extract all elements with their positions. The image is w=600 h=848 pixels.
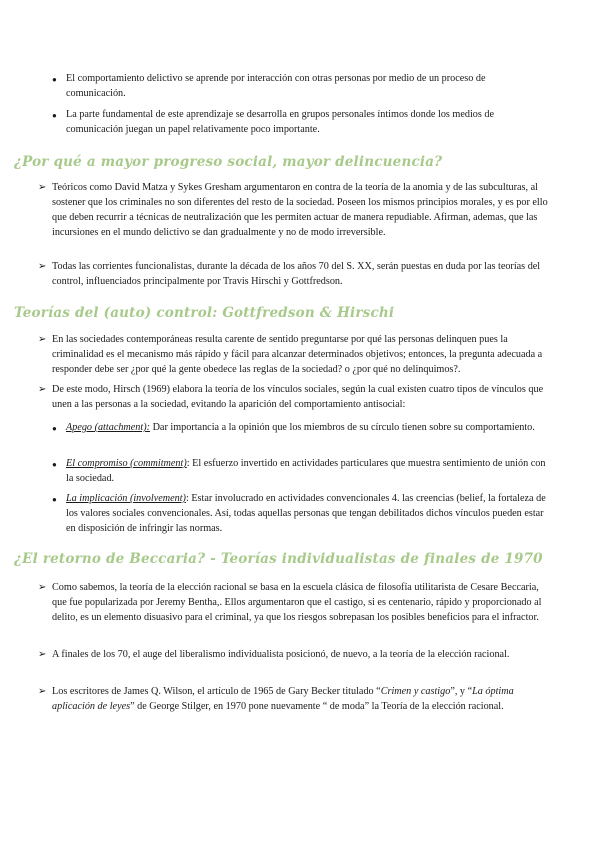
section-heading-autocontrol: Teorías del (auto) control: Gottfredson & Hirschi: [14, 305, 395, 321]
section1-item-2: Todas las corrientes funcionalistas, durante la década de los años 70 del S. XX, serán puestas en duda por las teorías del control, influenciados principalmente por Travis Hirschi y Gottfredson.: [52, 261, 541, 287]
section1-item-1: Teóricos como David Matza y Sykes Gresham argumentaron en contra de la teoría de la anomia y de las subculturas, al sostener que los criminales no son diferentes del resto de la sociedad. Poseen los mismos principios morales, y es por ello que deben recurrir a técnicas de neutralización que les permiten actuar de manera repudiable. Afirman, ademas, que las incursiones en el mundo delictivo se dan gradualmente y no de modo irreversible.: [52, 182, 548, 238]
arrow-bullet-icon: ➢: [38, 582, 47, 593]
section3-item-2: A finales de los 70, el auge del liberalismo individualista posicionó, de nuevo, a la teoría de la elección racional.: [52, 649, 510, 660]
term-implicacion: La implicación (involvement): [66, 493, 186, 504]
arrow-bullet-icon: ➢: [38, 334, 47, 345]
arrow-bullet-icon: ➢: [38, 384, 47, 395]
arrow-bullet-icon: ➢: [38, 686, 47, 697]
arrow-bullet-icon: ➢: [38, 261, 47, 272]
bullet-dot-icon: ●: [52, 495, 57, 504]
section3-item-3: Los escritores de James Q. Wilson, el artículo de 1965 de Gary Becker titulado “Crimen y castigo”, y “La óptima aplicación de leyes” de George Stilger, en 1970 pone nuevamente “ de moda” la Teoría de la elección racional.: [52, 686, 514, 712]
section2-item-1: En las sociedades contemporáneas resulta carente de sentido preguntarse por qué las personas delinquen pues la criminalidad es el mecanismo más rápido y fácil para alcanzar determinados objetivos; entonces, la pregunta adecuada a responder debe ser ¿por qué la gente obedece las reglas de la sociedad? o ¿por qué no delinquimos?.: [52, 334, 543, 375]
vinculo-apego: Apego (attachment): Dar importancia a la opinión que los miembros de su círculo tienen sobre su comportamiento.: [66, 422, 535, 433]
bullet-dot-icon: ●: [52, 424, 57, 433]
vinculo-compromiso: El compromiso (commitment): El esfuerzo invertido en actividades particulares que muestra sentimiento de unión con la sociedad.: [66, 458, 546, 484]
bullet-dot-icon: ●: [52, 111, 57, 120]
section2-item-2: De este modo, Hirsch (1969) elabora la teoría de los vínculos sociales, según la cual existen cuatro tipos de vínculos que unen a las personas a la sociedad, evitando la aparición del comportamiento antisocial:: [52, 384, 544, 410]
section3-item-1: Como sabemos, la teoría de la elección racional se basa en la escuela clásica de filosofía utilitarista de Cesare Beccaria, que fue popularizada por Jeremy Bentha,. Ellos argumentaron que el castigo, si es centenario, rápido y proporcionado al delito, es un elemento disuasivo para el criminal, ya que los riesgos sobrepasan los posibles beneficios para el infractor.: [52, 582, 542, 623]
title-crimen-y-castigo: Crimen y castigo: [380, 686, 451, 697]
term-compromiso: El compromiso (commitment): [66, 458, 187, 469]
intro-bullet-1: El comportamiento delictivo se aprende por interacción con otras personas por medio de un proceso de comunicación.: [66, 73, 486, 99]
arrow-bullet-icon: ➢: [38, 649, 47, 660]
bullet-dot-icon: ●: [52, 75, 57, 84]
section-heading-beccaria: ¿El retorno de Beccaria? - Teorías individualistas de finales de 1970: [14, 551, 543, 567]
intro-bullet-2: La parte fundamental de este aprendizaje se desarrolla en grupos personales íntimos donde los medios de comunicación juegan un papel relativamente poco importante.: [66, 109, 495, 135]
title-optima-aplicacion: La óptima aplicación de leyes: [52, 686, 514, 712]
vinculo-implicacion: La implicación (involvement): Estar involucrado en actividades convencionales 4. las creencias (belief, la fortaleza de los valores sociales convencionales. Así, todas aquellas personas que tengan debilitados dichos vínculos pueden estar en disposición de infringir las normas.: [66, 493, 546, 534]
bullet-dot-icon: ●: [52, 460, 57, 469]
arrow-bullet-icon: ➢: [38, 182, 47, 193]
term-apego: Apego (attachment):: [66, 422, 151, 433]
section-heading-progreso: ¿Por qué a mayor progreso social, mayor delincuencia?: [14, 154, 443, 170]
